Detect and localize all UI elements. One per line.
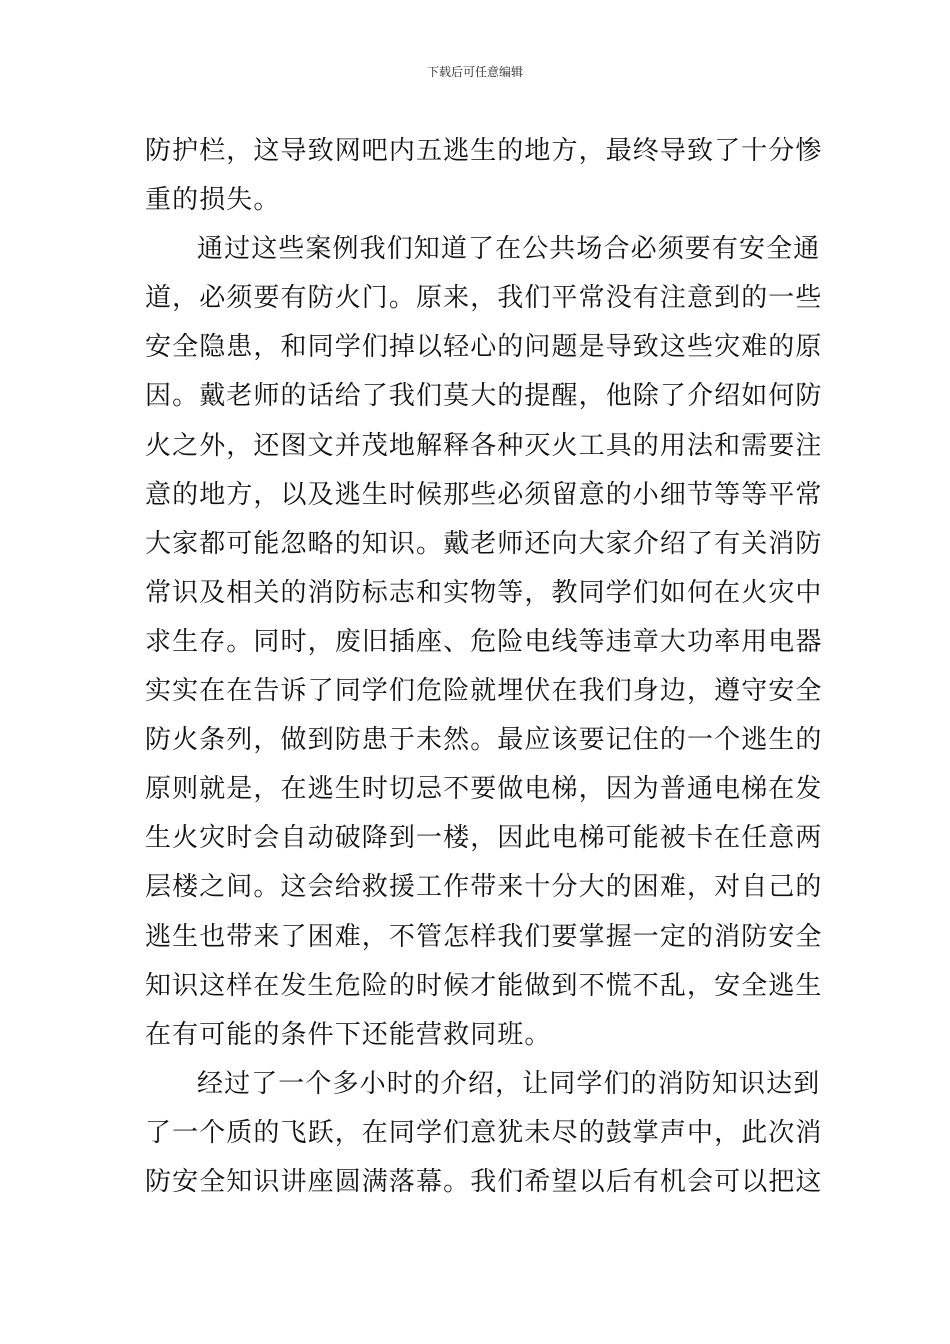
text-line: 求生存。同时，废旧插座、危险电线等违章大功率用电器 [145, 626, 823, 657]
text-line-indented: 经过了一个多小时的介绍，让同学们的消防知识达到 [197, 1068, 821, 1099]
paragraph-1 [145, 127, 823, 225]
text-line: 实实在在告诉了同学们危险就埋伏在我们身边，遵守安全 [145, 676, 823, 707]
text-line: 生火灾时会自动破降到一楼，因此电梯可能被卡在任意两 [145, 823, 823, 854]
text-line: 安全隐患，和同学们掉以轻心的问题是导致这些灾难的原 [145, 332, 823, 363]
text-line: 知识这样在发生危险的时候才能做到不慌不乱，安全逃生 [145, 970, 823, 1001]
text-line: 在有可能的条件下还能营救同班。 [145, 1019, 552, 1050]
text-line: 因。戴老师的话给了我们莫大的提醒，他除了介绍如何防 [145, 381, 823, 412]
text-line: 火之外，还图文并茂地解释各种灭火工具的用法和需要注 [145, 430, 823, 461]
text-line: 防护栏，这导致网吧内五逃生的地方，最终导致了十分惨 [145, 136, 823, 166]
paragraph-3 [145, 1060, 823, 1207]
text-line: 重的损失。 [145, 185, 281, 216]
paragraph-2 [145, 225, 823, 1060]
text-line: 常识及相关的消防标志和实物等，教同学们如何在火灾中 [145, 577, 823, 608]
text-line: 意的地方，以及逃生时候那些必须留意的小细节等等平常 [145, 479, 823, 510]
text-line: 防安全知识讲座圆满落幕。我们希望以后有机会可以把这 [145, 1166, 823, 1197]
text-line: 了一个质的飞跃，在同学们意犹未尽的鼓掌声中，此次消 [145, 1117, 823, 1148]
page-header: 下载后可任意编辑 [426, 65, 523, 79]
text-line: 道，必须要有防火门。原来，我们平常没有注意到的一些 [145, 283, 823, 314]
text-line: 原则就是，在逃生时切忌不要做电梯，因为普通电梯在发 [145, 774, 823, 805]
text-line: 逃生也带来了困难，不管怎样我们要掌握一定的消防安全 [145, 921, 823, 952]
document-body [145, 127, 823, 1207]
text-line: 层楼之间。这会给救援工作带来十分大的困难，对自己的 [145, 872, 823, 903]
text-line-indented: 通过这些案例我们知道了在公共场合必须要有安全通 [197, 234, 821, 265]
text-line: 大家都可能忽略的知识。戴老师还向大家介绍了有关消防 [145, 528, 823, 559]
text-line: 防火条列，做到防患于未然。最应该要记住的一个逃生的 [145, 725, 823, 756]
